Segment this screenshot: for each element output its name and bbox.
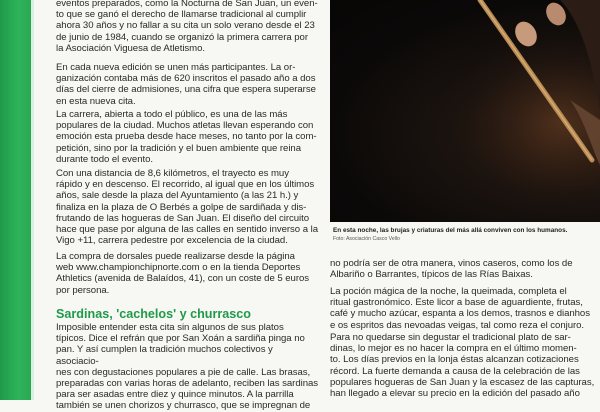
right-column — [330, 258, 598, 400]
page-margin-bar — [0, 0, 34, 400]
body-paragraph: La compra de dorsales puede realizarse desde la página web www.championchipnorte.com o en la tienda Deportes Athletics (avenida de Balaídos, 41), con un coste de 5 euros por persona. — [56, 251, 309, 296]
body-paragraph: Imposible entender esta cita sin algunos de sus platos típicos. Dice el refrán que por San Xoán a sardiña pinga no pan. Y así cumplen la tradición muchos colectivos y asociacio- nes con degustaciones populares a pie de calle. Las brasas, preparadas con varias horas de adelanto, reciben las sardinas para ser asadas entre diez y quince minutos. A la parrilla también se unen chorizos y churrasco, que se impregnan de — [56, 322, 319, 412]
left-column — [56, 0, 319, 412]
body-paragraph: En cada nueva edición se unen más participantes. La or- ganización contaba más de 620 inscritos el pasado año a dos días del cierre de admisiones, una cifra que espera superarse en esta nueva cita. — [56, 62, 316, 107]
article-photo — [330, 0, 600, 222]
body-paragraph: La carrera, abierta a todo el público, es una de las más populares de la ciudad. Muchos atletas llevan esperando con emoción esta prueba desde hace meses, no tanto por la com- petición, sino por la tradición y el buen ambiente que reina durante todo el evento. — [56, 109, 317, 165]
body-paragraph: La poción mágica de la noche, la queimada, completa el ritual gastronómico. Este licor a base de aguardiente, frutas, café y mucho azúcar, espanta a los demos, trasnos e dianhos e os espritos das nevoadas veigas, tal como reza el conjuro. — [330, 286, 590, 331]
body-paragraph: eventos preparados, como la Nocturna de San Juan, un even- to que se ganó el derecho de llamarse tradicional al cumplir ahora 30 años y no fallar a su cita un solo verano desde el 23 de junio de 1984, cuando se organizó la primera carrera por la Asociación Viguesa de Atletismo. — [56, 0, 318, 54]
section-heading: Sardinas, 'cachelos' y churrasco — [56, 307, 251, 321]
photo-witch-icon — [330, 0, 600, 222]
body-paragraph: Para no quedarse sin degustar el tradicional plato de sar- dinas, lo mejor es no hacer la compra en el último momen- to. Los días previos en la lonja éstas alcanzan cotizaciones récord. La fuerte demanda a causa de la celebración de las populares hogueras de San Juan y la escasez de las capturas, han llegado a elevar su precio en la edición del pasado año — [330, 332, 595, 400]
photo-credit: Foto: Asociación Casco Vello — [333, 236, 400, 242]
body-paragraph: no podría ser de otra manera, vinos caseros, como los de Albariño o Barrantes, típicos de las Rías Baixas. — [330, 258, 573, 281]
photo-caption: En esta noche, las brujas y criaturas del más allá conviven con los humanos. — [333, 227, 568, 234]
body-paragraph: Con una distancia de 8,6 kilómetros, el trayecto es muy rápido y en descenso. El recorrido, al igual que en los últimos años, sale desde la plaza del Ayuntamiento (a las 21 h.) y finaliza en la plaza de O Berbés a golpe de sardiñada y dis- frutando de las hogueras de San Juan. El diseño del circuito hace que pase por alguna de las calles en sentido inverso a la Vigo +11, carrera pedestre por excelencia de la ciudad. — [56, 168, 318, 247]
